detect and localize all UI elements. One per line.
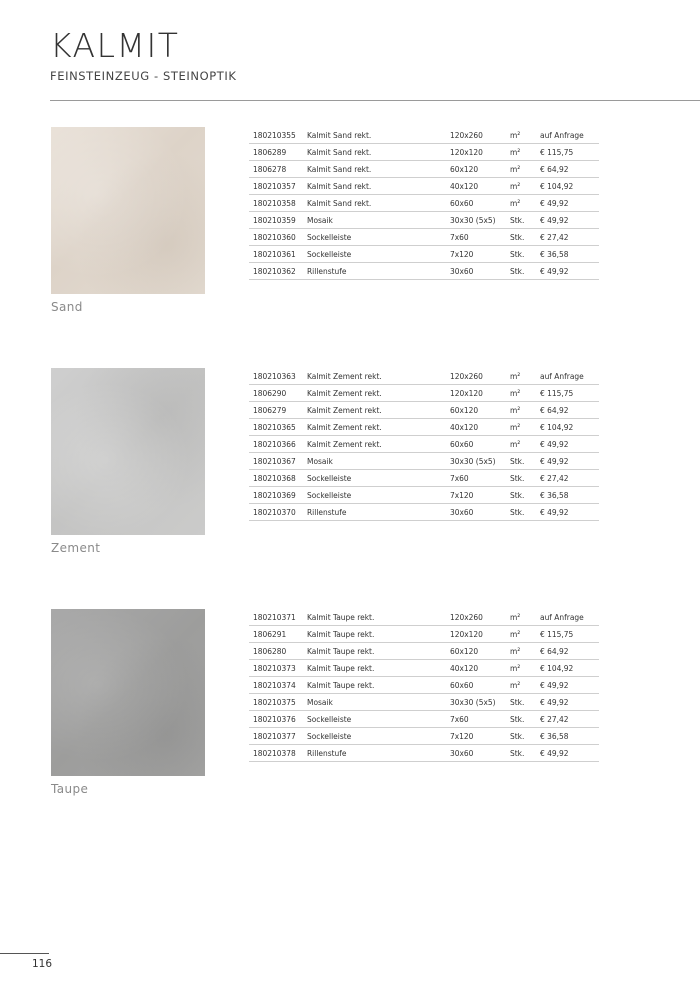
unit-cell: m²: [506, 660, 536, 677]
article-number-cell: 180210376: [249, 711, 303, 728]
table-row: [249, 229, 599, 246]
product-name-cell: Kalmit Sand rekt.: [303, 178, 446, 195]
product-name-cell: Kalmit Taupe rekt.: [303, 643, 446, 660]
size-cell: 30x60: [446, 745, 506, 762]
product-name-cell: Rillenstufe: [303, 745, 446, 762]
page-title: KALMIT: [50, 26, 180, 65]
article-number-cell: 180210378: [249, 745, 303, 762]
price-cell: € 64,92: [536, 161, 599, 178]
article-number-cell: 180210377: [249, 728, 303, 745]
product-name-cell: Kalmit Sand rekt.: [303, 127, 446, 144]
article-number-cell: 1806279: [249, 402, 303, 419]
page-subtitle: FEINSTEINZEUG - STEINOPTIK: [50, 69, 237, 83]
size-cell: 60x60: [446, 436, 506, 453]
price-cell: € 49,92: [536, 745, 599, 762]
product-table: [249, 368, 599, 521]
size-cell: 7x120: [446, 728, 506, 745]
size-cell: 7x120: [446, 246, 506, 263]
price-cell: € 27,42: [536, 470, 599, 487]
price-cell: € 115,75: [536, 385, 599, 402]
table-row: [249, 609, 599, 626]
unit-cell: m²: [506, 368, 536, 385]
unit-cell: m²: [506, 677, 536, 694]
product-section-zement: [0, 368, 700, 608]
article-number-cell: 180210358: [249, 195, 303, 212]
unit-cell: Stk.: [506, 711, 536, 728]
unit-cell: m²: [506, 402, 536, 419]
article-number-cell: 180210362: [249, 263, 303, 280]
product-name-cell: Kalmit Zement rekt.: [303, 402, 446, 419]
product-name-cell: Kalmit Taupe rekt.: [303, 609, 446, 626]
unit-cell: Stk.: [506, 745, 536, 762]
product-name-cell: Sockelleiste: [303, 229, 446, 246]
table-row: [249, 263, 599, 280]
unit-cell: Stk.: [506, 470, 536, 487]
table-row: [249, 470, 599, 487]
article-number-cell: 180210370: [249, 504, 303, 521]
price-cell: € 64,92: [536, 643, 599, 660]
unit-cell: Stk.: [506, 487, 536, 504]
unit-cell: m²: [506, 626, 536, 643]
tile-swatch-image: [51, 127, 205, 294]
unit-cell: Stk.: [506, 453, 536, 470]
table-row: [249, 626, 599, 643]
product-name-cell: Kalmit Taupe rekt.: [303, 660, 446, 677]
table-row: [249, 728, 599, 745]
table-row: [249, 643, 599, 660]
size-cell: 120x120: [446, 144, 506, 161]
unit-cell: m²: [506, 385, 536, 402]
unit-cell: m²: [506, 419, 536, 436]
swatch-label: Zement: [51, 541, 101, 555]
unit-cell: Stk.: [506, 694, 536, 711]
article-number-cell: 180210367: [249, 453, 303, 470]
article-number-cell: 1806291: [249, 626, 303, 643]
table-row: [249, 694, 599, 711]
table-row: [249, 368, 599, 385]
article-number-cell: 180210366: [249, 436, 303, 453]
unit-cell: Stk.: [506, 229, 536, 246]
size-cell: 60x60: [446, 195, 506, 212]
size-cell: 40x120: [446, 178, 506, 195]
size-cell: 60x120: [446, 161, 506, 178]
article-number-cell: 180210360: [249, 229, 303, 246]
article-number-cell: 180210369: [249, 487, 303, 504]
unit-cell: Stk.: [506, 263, 536, 280]
article-number-cell: 180210357: [249, 178, 303, 195]
product-name-cell: Kalmit Sand rekt.: [303, 144, 446, 161]
table-row: [249, 745, 599, 762]
article-number-cell: 180210355: [249, 127, 303, 144]
size-cell: 60x120: [446, 643, 506, 660]
size-cell: 120x260: [446, 127, 506, 144]
product-table: [249, 127, 599, 280]
product-section-sand: [0, 127, 700, 367]
product-name-cell: Rillenstufe: [303, 263, 446, 280]
size-cell: 30x30 (5x5): [446, 212, 506, 229]
table-row: [249, 711, 599, 728]
table-row: [249, 212, 599, 229]
price-cell: € 49,92: [536, 212, 599, 229]
article-number-cell: 180210373: [249, 660, 303, 677]
page-number: 116: [32, 958, 53, 970]
price-cell: € 49,92: [536, 195, 599, 212]
article-number-cell: 180210374: [249, 677, 303, 694]
price-cell: € 27,42: [536, 711, 599, 728]
product-name-cell: Rillenstufe: [303, 504, 446, 521]
price-cell: auf Anfrage: [536, 368, 599, 385]
product-name-cell: Kalmit Zement rekt.: [303, 385, 446, 402]
price-cell: € 49,92: [536, 436, 599, 453]
table-row: [249, 246, 599, 263]
size-cell: 60x60: [446, 677, 506, 694]
table-row: [249, 419, 599, 436]
article-number-cell: 1806290: [249, 385, 303, 402]
unit-cell: Stk.: [506, 246, 536, 263]
size-cell: 120x260: [446, 609, 506, 626]
table-row: [249, 144, 599, 161]
price-cell: € 64,92: [536, 402, 599, 419]
article-number-cell: 180210361: [249, 246, 303, 263]
unit-cell: m²: [506, 178, 536, 195]
unit-cell: Stk.: [506, 212, 536, 229]
table-row: [249, 436, 599, 453]
size-cell: 40x120: [446, 660, 506, 677]
unit-cell: m²: [506, 161, 536, 178]
price-cell: € 49,92: [536, 504, 599, 521]
product-name-cell: Mosaik: [303, 453, 446, 470]
article-number-cell: 180210363: [249, 368, 303, 385]
footer-divider: [0, 953, 49, 954]
price-cell: € 115,75: [536, 144, 599, 161]
tile-swatch-image: [51, 609, 205, 776]
product-name-cell: Mosaik: [303, 212, 446, 229]
table-row: [249, 487, 599, 504]
table-row: [249, 178, 599, 195]
table-row: [249, 161, 599, 178]
price-cell: auf Anfrage: [536, 127, 599, 144]
product-section-taupe: [0, 609, 700, 849]
unit-cell: m²: [506, 609, 536, 626]
size-cell: 7x120: [446, 487, 506, 504]
price-cell: € 104,92: [536, 660, 599, 677]
price-cell: € 36,58: [536, 246, 599, 263]
product-name-cell: Kalmit Zement rekt.: [303, 436, 446, 453]
price-cell: € 49,92: [536, 453, 599, 470]
price-cell: € 36,58: [536, 728, 599, 745]
size-cell: 7x60: [446, 711, 506, 728]
size-cell: 30x30 (5x5): [446, 694, 506, 711]
price-cell: auf Anfrage: [536, 609, 599, 626]
product-name-cell: Kalmit Sand rekt.: [303, 161, 446, 178]
tile-swatch-image: [51, 368, 205, 535]
price-cell: € 36,58: [536, 487, 599, 504]
size-cell: 60x120: [446, 402, 506, 419]
price-cell: € 49,92: [536, 694, 599, 711]
product-name-cell: Kalmit Zement rekt.: [303, 419, 446, 436]
product-name-cell: Kalmit Taupe rekt.: [303, 677, 446, 694]
table-row: [249, 385, 599, 402]
product-name-cell: Sockelleiste: [303, 246, 446, 263]
price-cell: € 49,92: [536, 263, 599, 280]
table-row: [249, 402, 599, 419]
size-cell: 7x60: [446, 470, 506, 487]
price-cell: € 115,75: [536, 626, 599, 643]
article-number-cell: 180210375: [249, 694, 303, 711]
size-cell: 120x260: [446, 368, 506, 385]
table-row: [249, 453, 599, 470]
product-name-cell: Kalmit Sand rekt.: [303, 195, 446, 212]
article-number-cell: 180210365: [249, 419, 303, 436]
size-cell: 30x60: [446, 504, 506, 521]
size-cell: 7x60: [446, 229, 506, 246]
article-number-cell: 180210359: [249, 212, 303, 229]
table-row: [249, 195, 599, 212]
header-divider: [50, 100, 700, 101]
price-cell: € 27,42: [536, 229, 599, 246]
size-cell: 30x30 (5x5): [446, 453, 506, 470]
unit-cell: m²: [506, 144, 536, 161]
size-cell: 120x120: [446, 385, 506, 402]
product-name-cell: Kalmit Zement rekt.: [303, 368, 446, 385]
product-name-cell: Sockelleiste: [303, 470, 446, 487]
article-number-cell: 1806280: [249, 643, 303, 660]
size-cell: 40x120: [446, 419, 506, 436]
swatch-label: Taupe: [51, 782, 89, 796]
table-row: [249, 504, 599, 521]
price-cell: € 49,92: [536, 677, 599, 694]
article-number-cell: 180210368: [249, 470, 303, 487]
article-number-cell: 180210371: [249, 609, 303, 626]
table-row: [249, 677, 599, 694]
product-table: [249, 609, 599, 762]
product-name-cell: Sockelleiste: [303, 728, 446, 745]
table-row: [249, 660, 599, 677]
price-cell: € 104,92: [536, 419, 599, 436]
unit-cell: m²: [506, 643, 536, 660]
product-name-cell: Kalmit Taupe rekt.: [303, 626, 446, 643]
swatch-label: Sand: [51, 300, 83, 314]
unit-cell: m²: [506, 436, 536, 453]
size-cell: 30x60: [446, 263, 506, 280]
size-cell: 120x120: [446, 626, 506, 643]
table-row: [249, 127, 599, 144]
unit-cell: Stk.: [506, 504, 536, 521]
unit-cell: m²: [506, 127, 536, 144]
price-cell: € 104,92: [536, 178, 599, 195]
article-number-cell: 1806289: [249, 144, 303, 161]
product-name-cell: Sockelleiste: [303, 487, 446, 504]
product-name-cell: Mosaik: [303, 694, 446, 711]
article-number-cell: 1806278: [249, 161, 303, 178]
product-name-cell: Sockelleiste: [303, 711, 446, 728]
unit-cell: Stk.: [506, 728, 536, 745]
unit-cell: m²: [506, 195, 536, 212]
